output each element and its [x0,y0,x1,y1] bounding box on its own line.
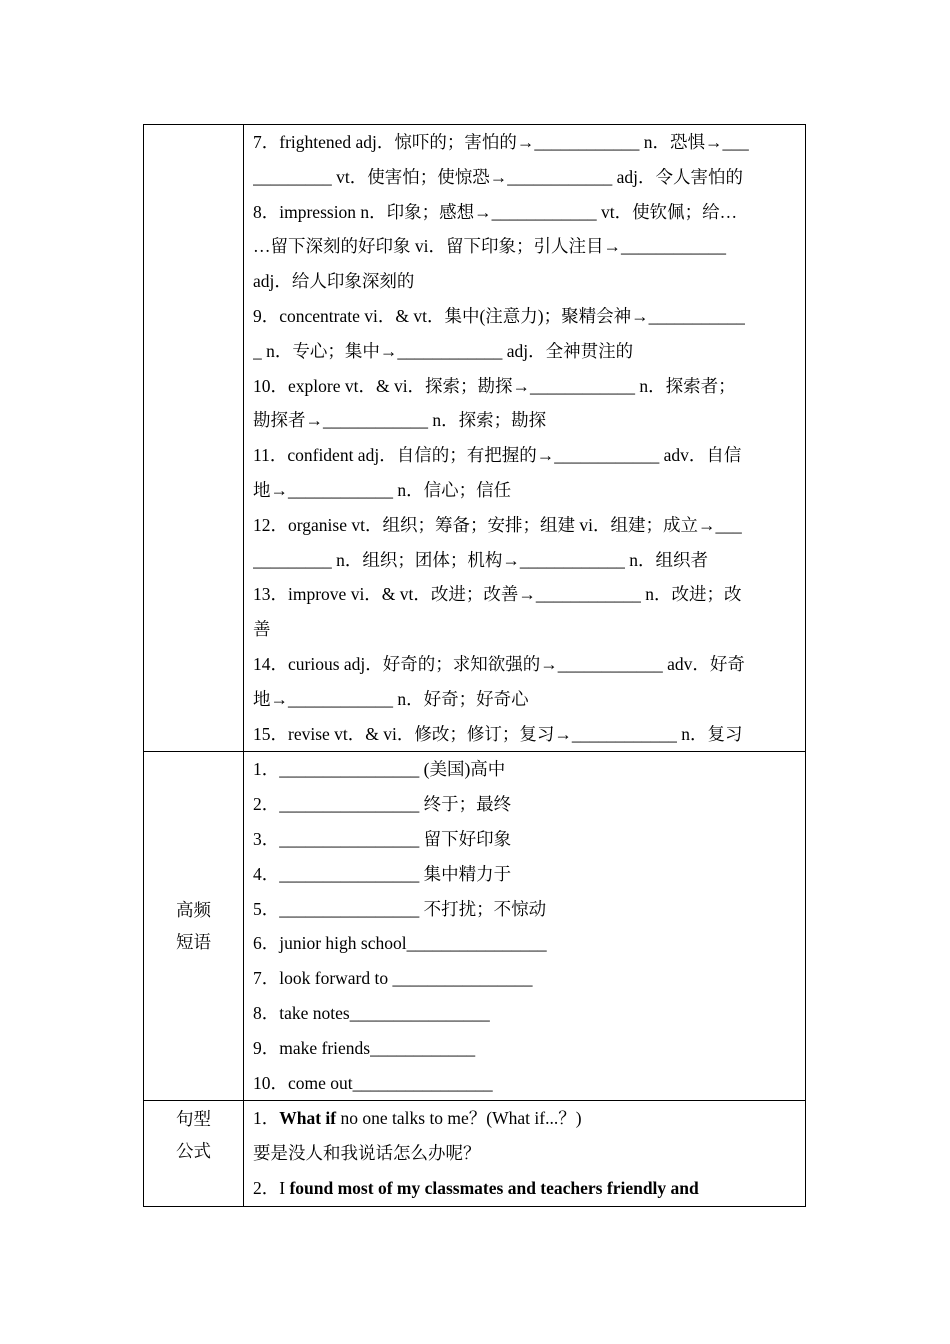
phrases-label-line1: 高频 [176,900,211,921]
phrase-item: 7．look forward to ________________ [253,968,533,989]
vocab-line: 12．organise vt．组织；筹备；安排；组建 vi．组建；成立→___ [253,514,742,535]
worksheet-table [143,124,806,1207]
vocab-line: 地→____________ n．好奇；好奇心 [253,688,529,709]
sentence-1-number: 1． [253,1108,280,1129]
vocab-line: 善 [253,619,271,640]
phrase-item: 3．________________ 留下好印象 [253,828,512,849]
phrases-row-label [144,752,244,1101]
vocab-line: adj．给人印象深刻的 [253,271,415,292]
vocab-line: 15．revise vt．& vi．修改；修订；复习→____________ n．复习 [253,723,743,744]
vocab-line: _________ n．组织；团体；机构→____________ n．组织者 [253,549,708,570]
sentences-row-label [144,1101,244,1206]
phrase-item: 5．________________ 不打扰；不惊动 [253,898,547,919]
phrases-row-content [244,752,806,1101]
vocab-line: 地→____________ n．信心；信任 [253,479,512,500]
vocab-line: 11．confident adj．自信的；有把握的→____________ adv．自信 [253,445,742,466]
vocab-line: 7．frightened adj．惊吓的；害怕的→____________ n．恐惧→___ [253,132,749,152]
vocab-line: _________ vt．使害怕；使惊恐→____________ adj．令人害怕的 [253,166,743,187]
vocab-row [144,125,806,752]
phrase-item: 2．________________ 终于；最终 [253,794,512,815]
phrase-item: 9．make friends____________ [253,1037,476,1058]
sentences-row [144,1101,806,1206]
sentence-1-translation: 要是没人和我说话怎么办呢？ [253,1143,481,1164]
phrase-item: 4．________________ 集中精力于 [253,863,512,884]
phrases-label-line2: 短语 [176,932,211,953]
phrase-item: 8．take notes________________ [253,1002,490,1023]
sentences-row-content [244,1101,806,1206]
sentence-1-pattern: What if [279,1108,337,1129]
sentence-2-number: 2．I [253,1177,290,1198]
vocab-line: 8．impression n．印象；感想→____________ vt．使钦佩；给… [253,201,738,222]
vocab-line: 勘探者→____________ n．探索；勘探 [253,410,547,431]
vocab-line: _ n．专心；集中→____________ adj．全神贯注的 [253,340,634,361]
phrase-item: 1．________________ (美国)高中 [253,759,506,780]
sentences-label-line1: 句型 [176,1109,211,1130]
vocab-line: 9．concentrate vi．& vt．集中(注意力)；聚精会神→___________ [253,305,745,326]
sentence-1 [253,1101,796,1136]
vocab-line: 13．improve vi．& vt．改进；改善→____________ n．改进；改 [253,584,742,605]
vocab-row-content [244,125,806,752]
vocab-row-label [144,125,244,752]
sentence-1-text: no one talks to me？(What if...？) [336,1108,582,1129]
vocab-line: …留下深刻的好印象 vi．留下印象；引人注目→____________ [253,236,726,257]
sentence-2 [253,1171,796,1206]
phrase-item: 6．junior high school________________ [253,933,547,954]
phrases-row [144,752,806,1101]
phrase-item: 10．come out________________ [253,1072,493,1093]
vocab-line: 14．curious adj．好奇的；求知欲强的→____________ adv．好奇 [253,653,745,674]
vocab-line: 10．explore vt．& vi．探索；勘探→____________ n．探索者； [253,375,736,396]
sentences-label-line2: 公式 [176,1141,211,1162]
sentence-2-pattern: found most of my classmates and teachers friendly and [289,1177,699,1198]
